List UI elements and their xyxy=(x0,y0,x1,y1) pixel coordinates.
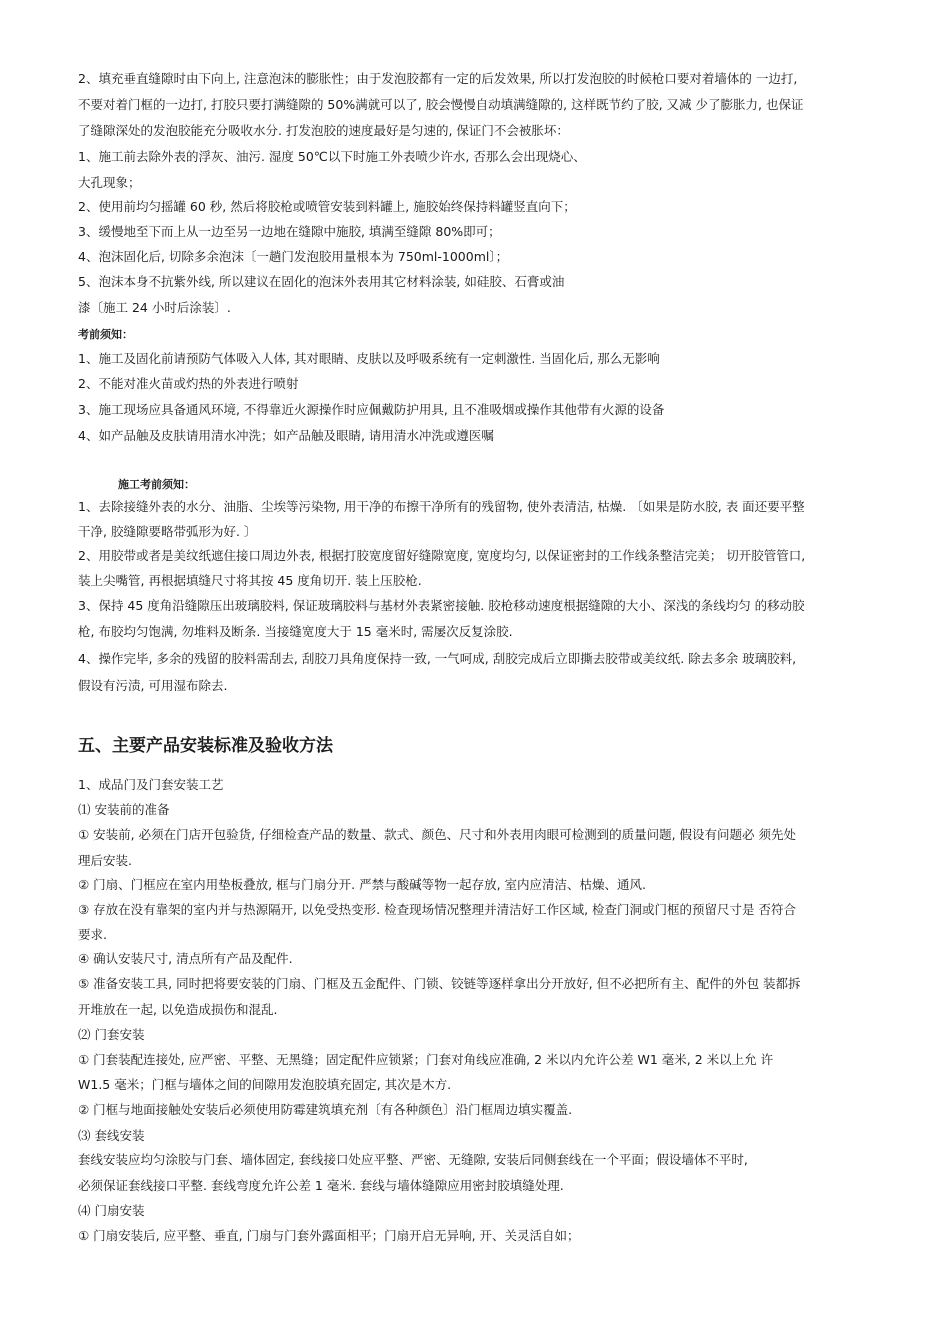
notice-line: 干净, 胶缝隙要略带弧形为好. 〕 xyxy=(78,524,257,539)
construction-notice-title: 施工考前须知： xyxy=(118,478,195,491)
paragraph-line: 大孔现象； xyxy=(78,175,141,190)
section-line: 理后安装. xyxy=(78,853,132,868)
section-line: ① 安装前, 必须在门店开包验货, 仔细检查产品的数量、款式、颜色、尺寸和外表用肉眼可检测到的质量问题, 假设有问题必 须先处 xyxy=(78,827,796,842)
paragraph-line: 2、使用前均匀摇罐 60 秒, 然后将胶枪或喷管安装到料罐上, 施胶始终保持料罐竖直向下； xyxy=(78,199,576,214)
paragraph-line: 了缝隙深处的发泡胶能充分吸收水分. 打发泡胶的速度最好是匀速的, 保证门不会被胀坏： xyxy=(78,123,569,138)
section-line: 要求. xyxy=(78,927,107,942)
section-line: W1.5 毫米；门框与墙体之间的间隙用发泡胶填充固定, 其次是木方. xyxy=(78,1077,452,1092)
paragraph-line: 漆〔施工 24 小时后涂装〕. xyxy=(78,300,231,315)
paragraph-line: 不要对着门框的一边打, 打胶只要打满缝隙的 50%满就可以了, 胶会慢慢自动填满缝隙的, 这样既节约了胶, 又减 少了膨胀力, 也保证 xyxy=(78,97,804,112)
notice-line: 1、施工及固化前请预防气体吸入人体, 其对眼睛、皮肤以及呼吸系统有一定刺激性. 当固化后, 那么无影响 xyxy=(78,351,660,366)
paragraph-line: 1、施工前去除外表的浮灰、油污. 湿度 50℃以下时施工外表喷少许水, 否那么会出现烧心、 xyxy=(78,149,586,164)
notice-line: 假设有污渍, 可用湿布除去. xyxy=(78,678,228,693)
section-line: ⑵ 门套安装 xyxy=(78,1027,145,1042)
paragraph-line: 2、填充垂直缝隙时由下向上, 注意泡沫的膨胀性；由于发泡胶都有一定的后发效果, 所以打发泡胶的时候枪口要对着墙体的 一边打, xyxy=(78,71,798,86)
section-line: ⑷ 门扇安装 xyxy=(78,1203,145,1218)
section-line: ② 门框与地面接触处安装后必须使用防霉建筑填充剂〔有各种颜色〕沿门框周边填实覆盖. xyxy=(78,1102,573,1117)
paragraph-line: 4、泡沫固化后, 切除多余泡沫〔一趟门发泡胶用量根本为 750ml-1000ml〕； xyxy=(78,249,509,264)
notice-line: 3、保持 45 度角沿缝隙压出玻璃胶料, 保证玻璃胶料与基材外表紧密接触. 胶枪移动速度根据缝隙的大小、深浅的条线均匀 的移动胶 xyxy=(78,598,805,613)
paragraph-line: 5、泡沫本身不抗紫外线, 所以建议在固化的泡沫外表用其它材料涂装, 如硅胶、石膏或油 xyxy=(78,274,565,289)
section-line: ⑴ 安装前的准备 xyxy=(78,802,170,817)
section-line: ④ 确认安装尺寸, 清点所有产品及配件. xyxy=(78,951,293,966)
notice-line: 1、去除接缝外表的水分、油脂、尘埃等污染物, 用干净的布擦干净所有的残留物, 使外表清洁, 枯燥. 〔如果是防水胶, 表 面还要平整 xyxy=(78,499,805,514)
section-line: ② 门扇、门框应在室内用垫板叠放, 框与门扇分开. 严禁与酸碱等物一起存放, 室内应清洁、枯燥、通风. xyxy=(78,877,646,892)
section-line: ⑤ 准备安装工具, 同时把将要安装的门扇、门框及五金配件、门锁、铰链等逐样拿出分开放好, 但不必把所有主、配件的外包 装都拆 xyxy=(78,976,801,991)
section-line: ① 门扇安装后, 应平整、垂直, 门扇与门套外露面相平；门扇开启无异响, 开、关灵活自如； xyxy=(78,1228,580,1243)
section-heading: 五、主要产品安装标准及验收方法 xyxy=(78,736,333,756)
notice-line: 4、如产品触及皮肤请用清水冲洗；如产品触及眼睛, 请用清水冲洗或遵医嘱 xyxy=(78,428,494,443)
section-line: 开堆放在一起, 以免造成损伤和混乱. xyxy=(78,1002,278,1017)
notice-line: 装上尖嘴管, 再根据填缝尺寸将其按 45 度角切开. 装上压胶枪. xyxy=(78,573,422,588)
notice-line: 2、用胶带或者是美纹纸遮住接口周边外表, 根据打胶宽度留好缝隙宽度, 宽度均匀, 以保证密封的工作线条整洁完美； 切开胶管管口, xyxy=(78,548,806,563)
paragraph-line: 3、缓慢地至下而上从一边至另一边地在缝隙中施胶, 填满至缝隙 80%即可； xyxy=(78,224,501,239)
notice-line: 2、不能对准火苗或灼热的外表进行喷射 xyxy=(78,376,299,391)
section-line: ① 门套装配连接处, 应严密、平整、无黑缝；固定配件应锁紧；门套对角线应准确, 2 米以内允许公差 W1 毫米, 2 米以上允 许 xyxy=(78,1052,774,1067)
section-line: 必须保证套线接口平整. 套线弯度允许公差 1 毫米. 套线与墙体缝隙应用密封胶填缝处理. xyxy=(78,1178,564,1193)
notice-line: 枪, 布胶均匀饱满, 勿堆料及断条. 当接缝宽度大于 15 毫米时, 需屡次反复涂胶. xyxy=(78,624,513,639)
notice-title: 考前须知： xyxy=(78,328,133,341)
notice-line: 4、操作完毕, 多余的残留的胶料需刮去, 刮胶刀具角度保持一致, 一气呵成, 刮胶完成后立即撕去胶带或美纹纸. 除去多余 玻璃胶料, xyxy=(78,651,797,666)
section-line: ⑶ 套线安装 xyxy=(78,1128,145,1143)
section-line: 1、成品门及门套安装工艺 xyxy=(78,777,224,792)
notice-line: 3、施工现场应具备通风环境, 不得靠近火源操作时应佩戴防护用具, 且不准吸烟或操作其他带有火源的设备 xyxy=(78,402,665,417)
section-line: ③ 存放在没有靠架的室内并与热源隔开, 以免受热变形. 检查现场情况整理并清洁好工作区域, 检查门洞或门框的预留尺寸是 否符合 xyxy=(78,902,796,917)
section-line: 套线安装应均匀涂胶与门套、墙体固定, 套线接口处应平整、严密、无缝隙, 安装后同侧套线在一个平面；假设墙体不平时, xyxy=(78,1152,748,1167)
